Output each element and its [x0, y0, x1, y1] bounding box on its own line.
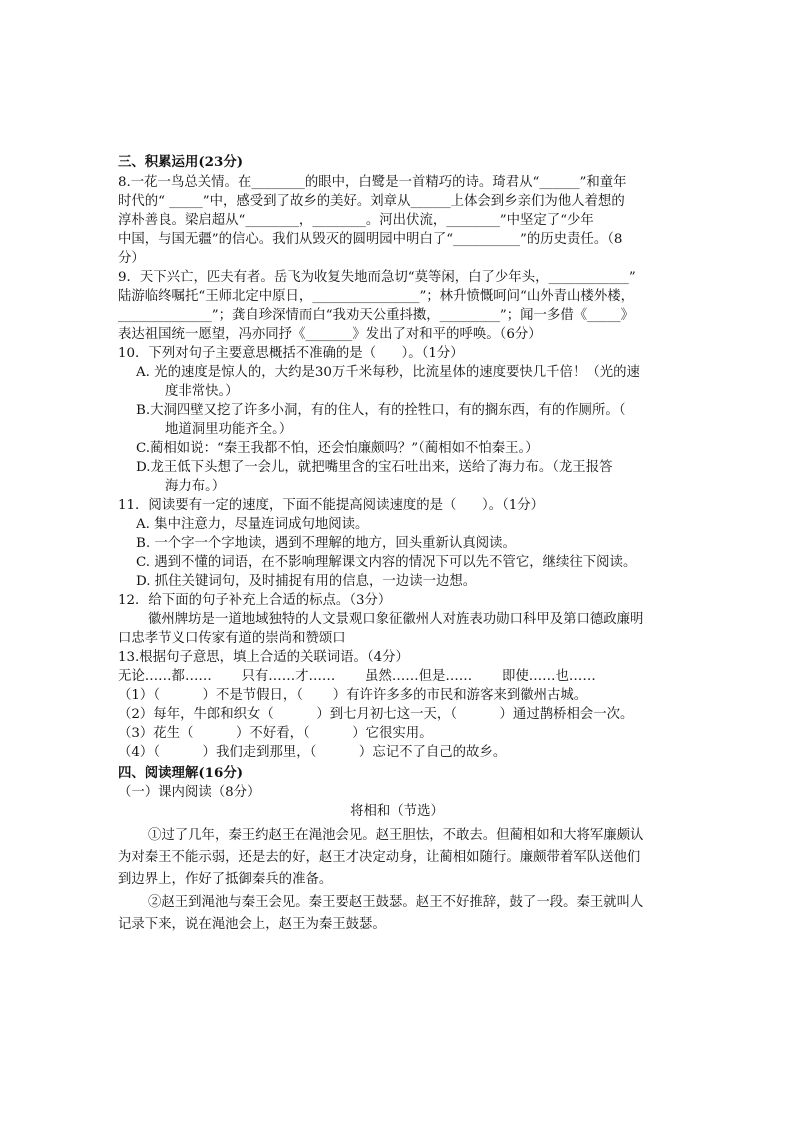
q10-option-d: D.龙王低下头想了一会儿，就把嘴里含的宝石吐出来，送给了海力布。（龙王报答 [136, 460, 613, 475]
reading-subsection: （一）课内阅读（8分） [118, 785, 261, 800]
q12-sentence-cont: 口忠孝节义口传家有道的崇尚和赞颂口 [118, 631, 346, 646]
q10-option-b: B.大洞四壁又挖了许多小洞，有的住人，有的拴牲口，有的搁东西，有的作厕所。（ [136, 403, 626, 418]
q9-line: ______________”；龚自珍深情而白“我劝天公重抖擞，_________”；闻一多借《_____》 [118, 308, 634, 323]
q11-option-d: D. 抓住关键词句，及时捕捉有用的信息，一边读一边想。 [136, 574, 477, 589]
q13-word-bank: 无论……都…… 只有……才…… 虽然……但是…… 即使……也…… [118, 669, 596, 684]
passage-title: 将相和（节选） [350, 804, 444, 819]
q10-option-a: A. 光的速度是惊人的，大约是30万千米每秒，比流星体的速度要快几千倍！（光的速 [136, 365, 640, 380]
section-3-title: 三、积累运用(23分) [118, 154, 244, 170]
q9-line: 9．天下兴亡，匹夫有者。岳飞为收复失地而急切“莫等闲，白了少年头，____________” [118, 270, 636, 285]
passage-paragraph-1-cont: 为对秦王不能示弱，还是去的好，赵王才决定动身，让蔺相如随行。廉颇带着军队送他们 [118, 850, 641, 865]
passage-paragraph-2: ②赵王到渑池与秦王会见。秦王要赵王鼓瑟。赵王不好推辞，鼓了一段。秦王就叫人 [148, 895, 644, 910]
q10-option-c: C.蔺相如说：“秦王我都不怕，还会怕廉颇吗？”（蔺相如不怕秦王。） [136, 441, 539, 456]
q9-line: 陆游临终嘱托“王师北定中原日，________________”；林升愤慨呵问“山外青山楼外楼， [118, 289, 634, 304]
passage-paragraph-1-cont: 到边界上，作好了抵御秦兵的准备。 [118, 872, 333, 887]
q10-option-a-cont: 度非常快。） [165, 384, 239, 399]
q8-line: 时代的“ _____”中，感受到了故乡的美好。刘章从______上体会到乡亲们为他人着想的 [118, 194, 625, 209]
q13-item: （4）（ ）我们走到那里，（ ）忘记不了自己的故乡。 [118, 745, 507, 760]
q8-line: 淳朴善良。梁启超从“________，________。河出伏流，________”中坚定了“少年 [118, 213, 594, 228]
passage-paragraph-1: ①过了几年，秦王约赵王在渑池会见。赵王胆怯，不敢去。但蔺相如和大将军廉颇认 [148, 828, 644, 843]
q11-option-a: A. 集中注意力，尽量连词成句地阅读。 [136, 517, 369, 532]
q8-line: 8.一花一鸟总关情。在________的眼中，白鹭是一首精巧的诗。琦君从“______”和童年 [118, 175, 627, 190]
q11-option-c: C. 遇到不懂的词语，在不影响理解课文内容的情况下可以先不管它，继续往下阅读。 [136, 555, 637, 570]
q8-line: 中国，与国无疆”的信心。我们从毁灭的圆明园中明白了“__________”的历史责任。（8 [118, 232, 623, 247]
q12-stem: 12．给下面的句子补充上合适的标点。（3分） [118, 593, 392, 608]
q10-option-b-cont: 地道洞里功能齐全。） [165, 422, 293, 437]
q13-item: （2）每年，牛郎和织女（ ）到七月初七这一天，（ ）通过鹊桥相会一次。 [118, 707, 634, 722]
q9-line: 表达祖国统一愿望，冯亦同抒《_______》发出了对和平的呼唤。（6分） [118, 327, 542, 342]
q13-item: （1）（ ）不是节假日，（ ）有许许多多的市民和游客来到徽州古城。 [118, 688, 588, 703]
passage-paragraph-2-cont: 记录下来，说在渑池会上，赵王为秦王鼓瑟。 [118, 917, 386, 932]
q12-sentence: 徽州牌坊是一道地域独特的人文景观口象征徽州人对旌表功勋口科甲及第口德政廉明 [148, 612, 644, 627]
q13-stem: 13.根据句子意思，填上合适的关联词语。（4分） [118, 650, 409, 665]
q8-line: 分） [118, 251, 145, 266]
q11-option-b: B. 一个字一个字地读，遇到不理解的地方，回头重新认真阅读。 [136, 536, 516, 551]
q11-stem: 11．阅读要有一定的速度，下面不能提高阅读速度的是（ ）。（1分） [118, 498, 545, 513]
q13-item: （3）花生（ ）不好看，（ ）它很实用。 [118, 726, 433, 741]
q10-stem: 10．下列对句子主要意思概括不准确的是（ ）。（1分） [118, 346, 464, 361]
q10-option-d-cont: 海力布。） [165, 479, 226, 494]
section-4-title: 四、阅读理解(16分) [118, 765, 244, 781]
